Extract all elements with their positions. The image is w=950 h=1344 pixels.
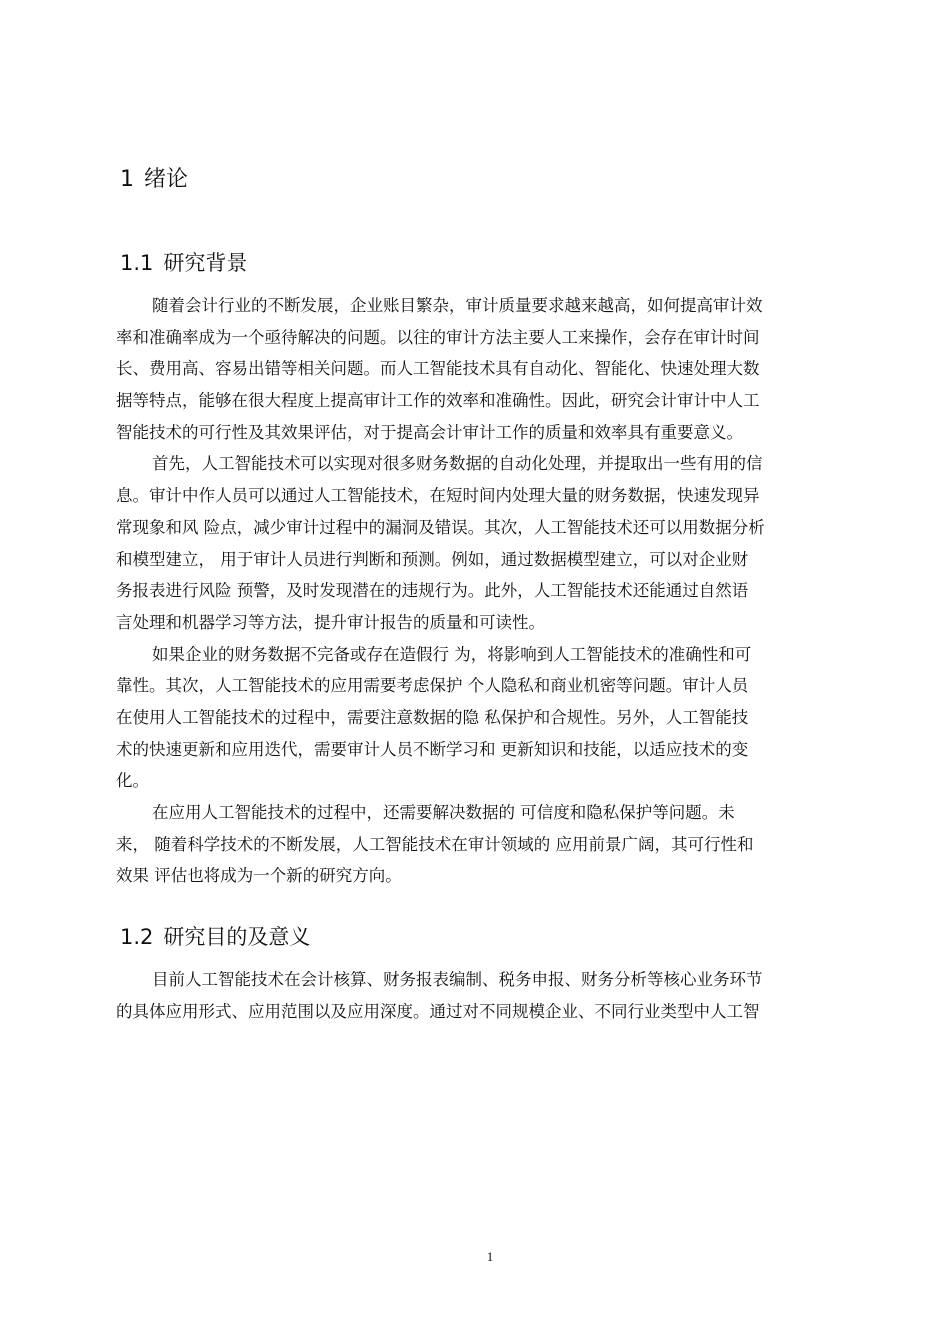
text-line: 如果企业的财务数据不完备或存在造假行 为，将影响到人工智能技术的准确性和可 [152,644,752,664]
text-line: 务报表进行风险 预警，及时发现潜在的违规行为。此外，人工智能技术还能通过自然语 [116,581,749,601]
text-line: 息。审计中作人员可以通过人工智能技术，在短时间内处理大量的财务数据，快速发现异 [116,486,760,506]
text-line: 长、费用高、容易出错等相关问题。而人工智能技术具有自动化、智能化、快速处理大数 [116,359,760,379]
text-line: 在使用人工智能技术的过程中，需要注意数据的隐 私保护和合规性。另外，人工智能技 [116,707,749,727]
text-line: 靠性。其次，人工智能技术的应用需要考虑保护 个人隐私和商业机密等问题。审计人员 [116,676,749,696]
chapter-number: 1 [120,167,134,192]
text-line: 化。 [116,771,149,791]
text-line: 在应用人工智能技术的过程中，还需要解决数据的 可信度和隐私保护等问题。未 [152,803,735,822]
section-title: 研究目的及意义 [163,925,311,949]
section-1-1-body [116,290,876,892]
text-line: 的具体应用形式、应用范围以及应用深度。通过对不同规模企业、不同行业类型中人工智 [116,1001,760,1021]
section-title: 研究背景 [163,251,248,275]
chapter-title: 绪论 [144,167,189,192]
text-line: 智能技术的可行性及其效果评估，对于提高会计审计工作的质量和效率具有重要意义。 [116,422,743,442]
text-line: 目前人工智能技术在会计核算、财务报表编制、税务申报、财务分析等核心业务环节 [152,970,763,989]
section-number: 1.1 [120,251,154,275]
text-line: 和模型建立， 用于审计人员进行判断和预测。例如，通过数据模型建立，可以对企业财 [116,549,749,569]
section-1-2-body [116,964,876,1027]
text-line: 常现象和风 险点，减少审计过程中的漏洞及错误。其次，人工智能技术还可以用数据分析 [116,517,765,537]
section-heading-1-2 [120,922,310,952]
chapter-heading [120,165,188,195]
section-heading-1-1 [120,248,247,278]
text-line: 首先，人工智能技术可以实现对很多财务数据的自动化处理，并提取出一些有用的信 [152,454,763,474]
text-line: 言处理和机器学习等方法，提升审计报告的质量和可读性。 [116,612,545,632]
text-line: 效果 评估也将成为一个新的研究方向。 [116,866,402,886]
text-line: 术的快速更新和应用迭代，需要审计人员不断学习和 更新知识和技能，以适应技术的变 [116,739,749,759]
text-line: 率和准确率成为一个亟待解决的问题。以往的审计方法主要人工来操作，会存在审计时间 [116,327,760,347]
section-number: 1.2 [120,925,154,949]
text-line: 据等特点，能够在很大程度上提高审计工作的效率和准确性。因此，研究会计审计中人工 [116,391,760,411]
text-line: 随着会计行业的不断发展，企业账目繁杂，审计质量要求越来越高，如何提高审计效 [152,296,763,315]
text-line: 来， 随着科学技术的不断发展，人工智能技术在审计领域的 应用前景广阔，其可行性和 [116,834,754,854]
page-number: 1 [486,1249,494,1264]
